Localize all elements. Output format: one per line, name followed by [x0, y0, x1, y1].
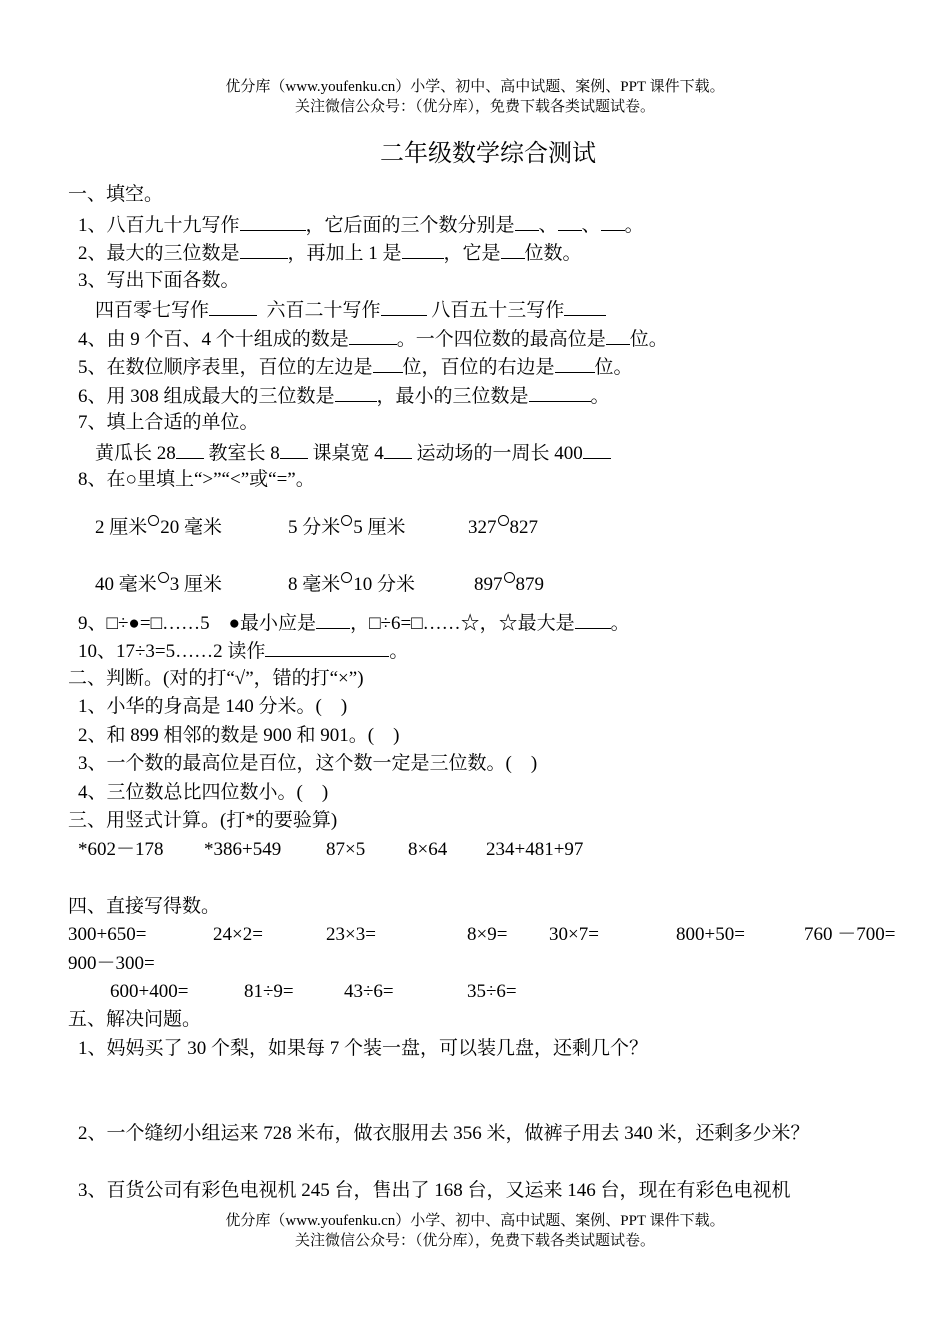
compare-circle-icon[interactable] [504, 572, 515, 583]
answer-blank[interactable] [606, 327, 630, 345]
answer-blank[interactable] [402, 241, 444, 259]
answer-blank[interactable] [316, 611, 350, 629]
answer-blank[interactable] [349, 327, 397, 345]
compare-circle-icon[interactable] [341, 515, 352, 526]
answer-blank[interactable] [240, 213, 306, 231]
compare-circle-icon[interactable] [341, 572, 352, 583]
oral-item: 800+50= [676, 924, 745, 945]
problem-item: 3、百货公司有彩色电视机 245 台，售出了 168 台，又运来 146 台，现在有彩色电视机 [78, 1180, 791, 1201]
calc-item: *386+549 [204, 839, 282, 860]
oral-item: 600+400= [110, 981, 189, 1002]
answer-blank[interactable] [601, 213, 625, 231]
page-title: 二年级数学综合测试 [380, 141, 596, 167]
section-1-heading: 一、填空。 [68, 184, 164, 205]
header-line-1: 优分库（www.youfenku.cn）小学、初中、高中试题、案例、PPT 课件下载。 [225, 79, 725, 95]
question-1-1: 1、八百九十九写作 ，它后面的三个数分别是 、 、 。 [78, 215, 644, 236]
answer-blank[interactable] [501, 241, 525, 259]
oral-item: 35÷6= [467, 981, 517, 1002]
answer-blank[interactable] [555, 355, 595, 373]
answer-blank[interactable] [575, 611, 611, 629]
answer-blank[interactable] [381, 298, 427, 316]
section-5-heading: 五、解决问题。 [68, 1009, 202, 1030]
footer-line-2: 关注微信公众号：（优分库），免费下载各类试题试卷。 [294, 1233, 655, 1249]
question-1-3-items: 四百零七写作 六百二十写作 八百五十三写作 [95, 298, 606, 322]
answer-blank[interactable] [373, 355, 403, 373]
oral-item: 900－300= [68, 953, 155, 974]
section-4-heading: 四、直接写得数。 [68, 896, 221, 917]
question-1-2: 2、最大的三位数是 ，再加上 1 是 ，它是 位数。 [78, 243, 582, 264]
question-1-4: 4、由 9 个百、4 个十组成的数是 。一个四位数的最高位是 位。 [78, 329, 668, 350]
answer-blank[interactable] [265, 639, 389, 657]
calc-item: 87×5 [326, 839, 366, 860]
answer-blank[interactable] [558, 213, 582, 231]
question-1-9: 9、□÷●=□……5 ●最小应是 ，□÷6=□……☆，☆最大是 。 [78, 613, 630, 634]
answer-blank[interactable] [335, 384, 377, 402]
answer-blank[interactable] [209, 298, 257, 316]
compare-item: 8 毫米 10 分米 [288, 574, 416, 595]
compare-circle-icon[interactable] [148, 515, 159, 526]
oral-item: 23×3= [326, 924, 376, 945]
compare-item: 40 毫米 3 厘米 [95, 574, 223, 595]
oral-item: 300+650= [68, 924, 147, 945]
calc-item: 234+481+97 [486, 839, 584, 860]
header-line-2: 关注微信公众号：（优分库），免费下载各类试题试卷。 [294, 99, 655, 115]
footer-line-1: 优分库（www.youfenku.cn）小学、初中、高中试题、案例、PPT 课件下载。 [225, 1213, 725, 1229]
compare-item: 897 879 [474, 574, 544, 595]
answer-blank[interactable] [529, 384, 591, 402]
section-2-heading: 二、判断。(对的打“√”，错的打“×”) [68, 668, 364, 689]
answer-blank[interactable] [280, 441, 308, 459]
problem-item: 1、妈妈买了 30 个梨，如果每 7 个装一盘，可以装几盘，还剩几个？ [78, 1038, 649, 1059]
answer-blank[interactable] [515, 213, 539, 231]
oral-item: 8×9= [467, 924, 508, 945]
section-3-heading: 三、用竖式计算。(打*的要验算) [68, 810, 338, 831]
judge-item: 3、一个数的最高位是百位，这个数一定是三位数。( ) [78, 753, 538, 774]
question-1-10: 10、17÷3=5……2 读作 。 [78, 641, 409, 662]
oral-item: 30×7= [549, 924, 599, 945]
question-1-6: 6、用 308 组成最大的三位数是 ，最小的三位数是 。 [78, 386, 610, 407]
question-1-7: 7、填上合适的单位。 [78, 412, 259, 433]
question-1-8: 8、在○里填上“>”“<”或“=”。 [78, 469, 315, 490]
question-1-3: 3、写出下面各数。 [78, 270, 240, 291]
oral-item: 81÷9= [244, 981, 294, 1002]
oral-item: 760 －700= [804, 924, 896, 945]
judge-item: 1、小华的身高是 140 分米。( ) [78, 696, 348, 717]
oral-item: 24×2= [213, 924, 263, 945]
compare-circle-icon[interactable] [158, 572, 169, 583]
oral-item: 43÷6= [344, 981, 394, 1002]
calc-item: 8×64 [408, 839, 448, 860]
compare-item: 5 分米 5 厘米 [288, 517, 406, 538]
answer-blank[interactable] [583, 441, 611, 459]
judge-item: 2、和 899 相邻的数是 900 和 901。( ) [78, 725, 400, 746]
compare-item: 2 厘米 20 毫米 [95, 517, 223, 538]
answer-blank[interactable] [564, 298, 606, 316]
compare-item: 327 827 [468, 517, 538, 538]
compare-circle-icon[interactable] [498, 515, 509, 526]
problem-item: 2、一个缝纫小组运来 728 米布，做衣服用去 356 米，做裤子用去 340 米，还剩多少米？ [78, 1123, 810, 1144]
answer-blank[interactable] [176, 441, 204, 459]
question-1-7-items: 黄瓜长 28 教室长 8 课桌宽 4 运动场的一周长 400 [95, 441, 611, 465]
answer-blank[interactable] [384, 441, 412, 459]
judge-item: 4、三位数总比四位数小。( ) [78, 782, 329, 803]
answer-blank[interactable] [240, 241, 288, 259]
calc-item: *602－178 [78, 839, 164, 860]
question-1-5: 5、在数位顺序表里，百位的左边是 位，百位的右边是 位。 [78, 357, 633, 378]
